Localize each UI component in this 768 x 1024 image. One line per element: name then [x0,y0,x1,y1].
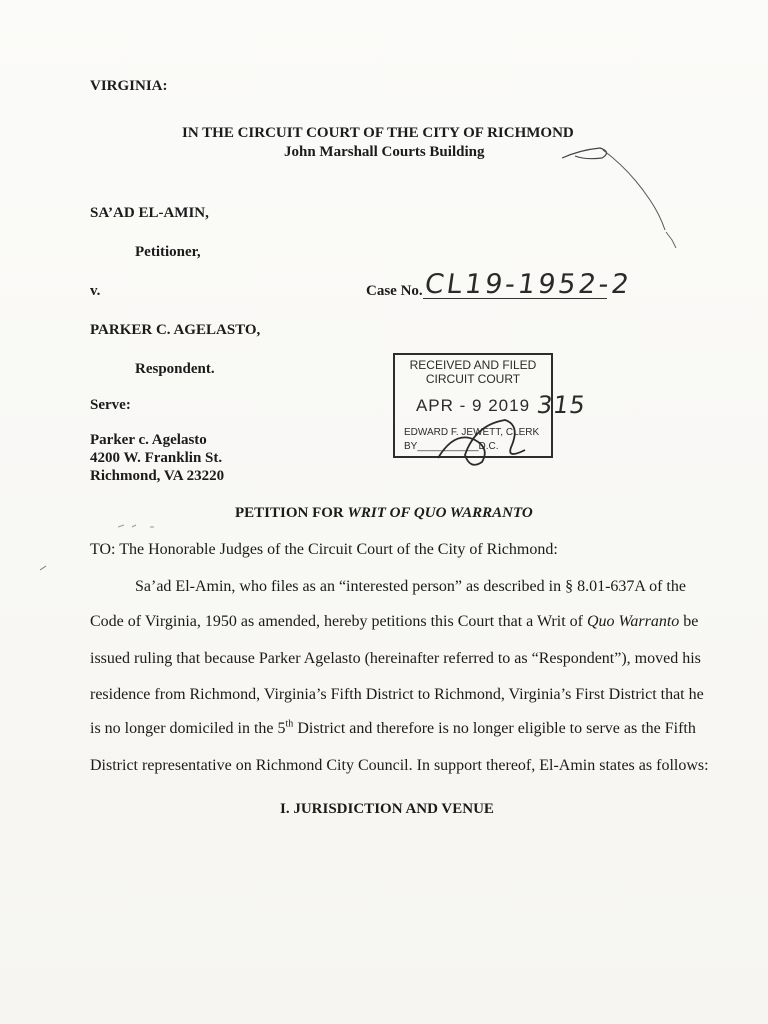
stamp-received-line: RECEIVED AND FILED [409,358,537,372]
body-line-2-start: Code of Virginia, 1950 as amended, hereby petitions this Court that a Writ of [90,613,587,630]
case-number-handwritten: CL19-1952-2 [422,269,634,300]
serve-city: Richmond, VA 23220 [90,468,225,484]
petition-title-plain: PETITION FOR [235,505,348,521]
salutation: TO: The Honorable Judges of the Circuit Court of the City of Richmond: [90,541,558,558]
body-line-5 [90,720,696,738]
serve-street: 4200 W. Franklin St. [90,450,223,466]
court-building: John Marshall Courts Building [284,144,485,160]
body-line-2-end: be [679,613,699,630]
stamp-handwritten-time: 315 [535,391,588,419]
serve-label: Serve: [90,397,131,413]
section-heading: I. JURISDICTION AND VENUE [280,801,494,817]
petition-title [235,505,533,522]
state-heading: VIRGINIA: [90,78,168,94]
ordinal-suffix: th [285,718,294,730]
body-line-3: issued ruling that because Parker Agelasto (hereinafter referred to as “Respondent”), moved his [90,650,701,667]
body-line-2 [90,613,698,631]
respondent-name: PARKER C. AGELASTO, [90,322,261,338]
stamp-court-line: CIRCUIT COURT [425,372,521,386]
quo-warranto-italic: Quo Warranto [586,613,680,630]
body-line-5-end: District and therefore is no longer eligible to serve as the Fifth [293,720,696,737]
serve-name: Parker c. Agelasto [90,432,207,448]
body-line-5-start: is no longer domiciled in the 5 [90,720,286,737]
petitioner-name: SA’AD EL-AMIN, [90,205,209,221]
court-title: IN THE CIRCUIT COURT OF THE CITY OF RICHMOND [182,125,574,141]
petition-title-italic: WRIT OF QUO WARRANTO [347,505,533,521]
body-line-4: residence from Richmond, Virginia’s Fifth District to Richmond, Virginia’s First District that he [90,686,704,703]
body-line-6: District representative on Richmond City Council. In support thereof, El-Amin states as follows: [90,757,709,774]
body-line-1: Sa’ad El-Amin, who files as an “interested person” as described in § 8.01-637A of the [135,578,686,595]
stamp-date: APR - 9 2019 [415,396,531,415]
respondent-role: Respondent. [135,361,215,377]
case-number-label: Case No. [366,283,423,299]
stamp-clerk-line: EDWARD F. JEWETT, CLERK [404,427,540,438]
filing-stamp [393,353,553,458]
petitioner-role: Petitioner, [135,244,201,260]
versus-label: v. [90,283,101,299]
stamp-by-line: BY___________D.C. [404,441,499,452]
